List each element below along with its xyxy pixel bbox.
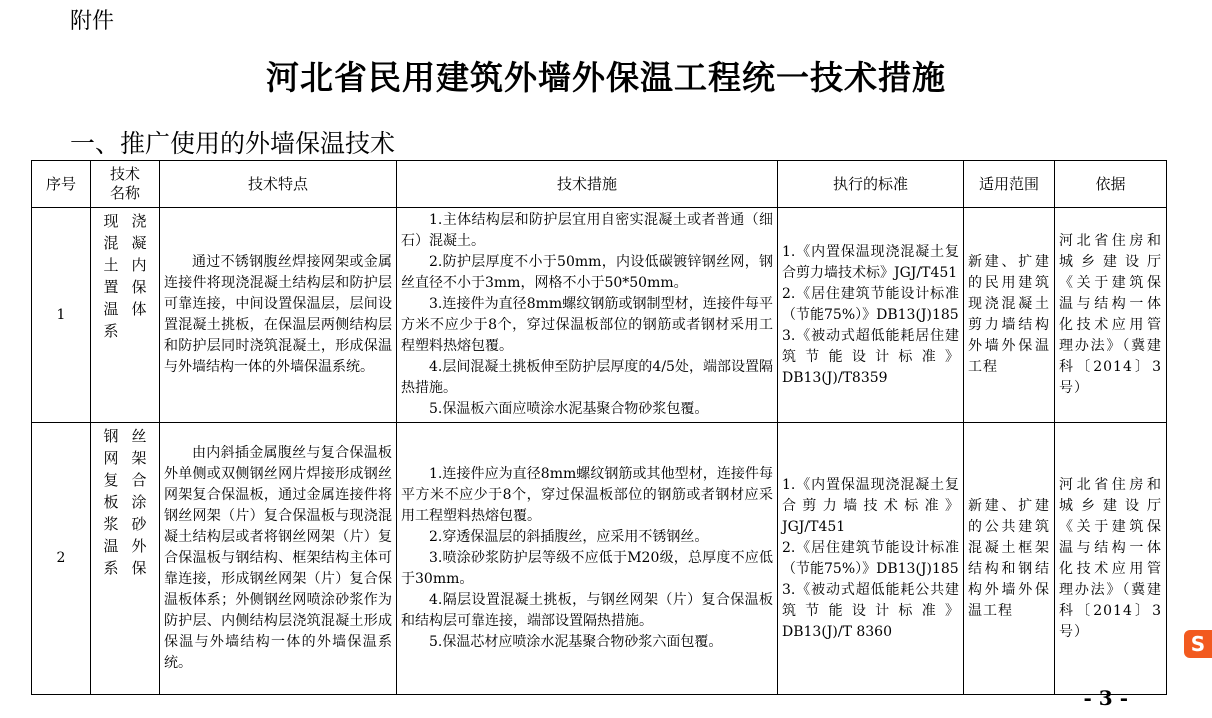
section-heading: 一、推广使用的外墙保温技术: [70, 129, 396, 158]
measure-item: 5.保温芯材应喷涂水泥基聚合物砂浆六面包覆。: [429, 634, 723, 650]
measure-item: 5.保温板六面应喷涂水泥基聚合物砂浆包覆。: [429, 401, 709, 417]
measure-item: 3.喷涂砂浆防护层等级不应低于M20级，总厚度不应低于30mm。: [401, 550, 773, 587]
sogou-input-icon[interactable]: S: [1184, 630, 1212, 658]
header-name: 技术 名称: [91, 161, 160, 208]
scope-cell: 新建、扩建的公共建筑混凝土框架结构和钢结构外墙外保温工程: [964, 423, 1055, 695]
standard-item: 1.《内置保温现浇混凝土复合剪力墙技术标》JGJ/T451: [782, 243, 959, 281]
technology-measures: [397, 423, 778, 695]
attachment-label: 附件: [70, 9, 115, 34]
row-number: 1: [32, 208, 91, 423]
standard-item: 2.《居住建筑节能设计标准（节能75%）》DB13(J)185: [782, 285, 959, 323]
table-header-row: [32, 161, 1167, 208]
header-scope: 适用范围: [964, 161, 1055, 208]
measure-item: 1.连接件应为直径8mm螺纹钢筋或其他型材，连接件每平方米不应少于8个，穿过保温板部位的钢筋或者钢材应采用工程塑料热熔包覆。: [401, 466, 773, 524]
table-row: [32, 208, 1167, 423]
standards-cell: [778, 208, 964, 423]
technology-name-col-1: 现 混 土 置 温 系: [103, 212, 119, 340]
page-number: - 3 -: [1083, 686, 1128, 710]
document-title: 河北省民用建筑外墙外保温工程统一技术措施: [266, 58, 946, 97]
standard-item: 3.《被动式超低能耗居住建筑节能设计标准》DB13(J)/T8359: [782, 327, 959, 386]
row-number: 2: [32, 423, 91, 695]
standards-cell: [778, 423, 964, 695]
measure-item: 4.层间混凝土挑板伸至防护层厚度的4/5处，端部设置隔热措施。: [401, 359, 773, 396]
technology-name: [91, 423, 160, 695]
standard-item: 3.《被动式超低能耗公共建筑节能设计标准》DB13(J)/T 8360: [782, 581, 959, 640]
standard-item: 2.《居住建筑节能设计标准（节能75%）》DB13(J)185: [782, 539, 959, 577]
technology-name-col-2: 丝 架 合 涂 砂 外 保: [131, 427, 147, 577]
header-features: 技术特点: [160, 161, 397, 208]
technology-table: [31, 160, 1167, 695]
technology-features: 由内斜插金属腹丝与复合保温板外单侧或双侧钢丝网片焊接形成钢丝网架复合保温板，通过金属连接件将钢丝网架（片）复合保温板与现浇混凝土结构层或者将钢丝网架（片）复合保温板与钢结构、框架结构主体可靠连接，形成钢丝网架（片）复合保温板体系；外侧钢丝网喷涂砂浆作为防护层、内侧结构层浇筑混凝土形成保温与外墙结构一体的外墙保温系统。: [160, 423, 397, 695]
technology-name-col-1: 钢 网 复 板 浆 温 系: [103, 427, 119, 577]
basis-cell: 河北省住房和城乡建设厅《关于建筑保温与结构一体化技术应用管理办法》（冀建科〔2014〕3号）: [1055, 208, 1167, 423]
standard-item: 1.《内置保温现浇混凝土复合剪力墙技术标准》JGJ/T451: [782, 476, 959, 535]
technology-name-col-2: 浇 凝 内 保 体: [131, 212, 147, 318]
basis-cell: 河北省住房和城乡建设厅《关于建筑保温与结构一体化技术应用管理办法》（冀建科〔2014〕3号）: [1055, 423, 1167, 695]
header-measures: 技术措施: [397, 161, 778, 208]
table-row: [32, 423, 1167, 695]
technology-measures: [397, 208, 778, 423]
measure-item: 1.主体结构层和防护层宜用自密实混凝土或者普通（细石）混凝土。: [401, 212, 773, 249]
technology-features: 通过不锈钢腹丝焊接网架或金属连接件将现浇混凝土结构层和防护层可靠连接，中间设置保温层，层间设置混凝土挑板，在保温层两侧结构层和防护层同时浇筑混凝土，形成保温与外墙结构一体的外墙保温系统。: [160, 208, 397, 423]
scope-cell: 新建、扩建的民用建筑现浇混凝土剪力墙结构外墙外保温工程: [964, 208, 1055, 423]
technology-name: [91, 208, 160, 423]
measure-item: 2.防护层厚度不小于50mm，内设低碳镀锌钢丝网，钢丝直径不小于3mm，网格不小于50*50mm。: [401, 254, 773, 291]
measure-item: 4.隔层设置混凝土挑板，与钢丝网架（片）复合保温板和结构层可靠连接，端部设置隔热措施。: [401, 592, 773, 629]
header-no: 序号: [32, 161, 91, 208]
header-standards: 执行的标准: [778, 161, 964, 208]
header-basis: 依据: [1055, 161, 1167, 208]
measure-item: 3.连接件为直径8mm螺纹钢筋或钢制型材，连接件每平方米不应少于8个，穿过保温板部位的钢筋或者钢材采用工程塑料热熔包覆。: [401, 296, 773, 354]
measure-item: 2.穿透保温层的斜插腹丝，应采用不锈钢丝。: [429, 529, 709, 545]
